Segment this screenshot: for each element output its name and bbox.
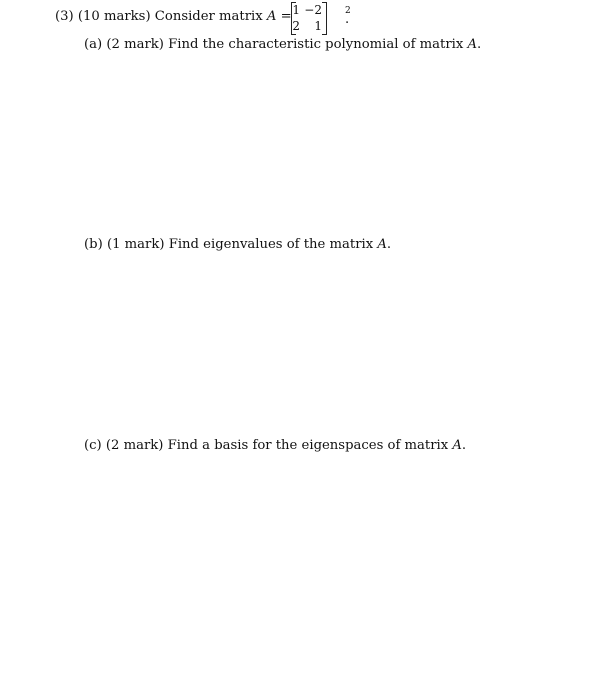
part-c-variable: A [452, 438, 462, 453]
question-header [55, 9, 292, 25]
part-b-variable: A [377, 237, 387, 252]
question-marks: (10 marks) [77, 9, 151, 24]
part-c [84, 438, 466, 454]
part-a-marks: (2 mark) [106, 37, 164, 52]
part-c-marks: (2 mark) [105, 438, 164, 453]
part-b-end: . [386, 237, 392, 252]
equals-sign: = [280, 9, 292, 24]
part-b-label: (b) [84, 237, 103, 252]
question-number: (3) [55, 9, 74, 24]
matrix-entry-1-1: 1 [292, 3, 300, 17]
part-a-variable: A [467, 37, 478, 52]
part-c-text: Find a basis for the eigenspaces of matrix [167, 438, 449, 453]
part-a-text: Find the characteristic polynomial of matrix [168, 37, 464, 52]
part-b-marks: (1 mark) [106, 237, 165, 252]
part-a [84, 37, 481, 53]
question-intro: Consider matrix [154, 9, 263, 24]
trailing-period: . [345, 12, 350, 27]
part-c-label: (c) [84, 438, 102, 453]
superscript-mark: 2 [345, 6, 351, 16]
part-a-end: . [477, 37, 482, 52]
matrix-entry-1-2: −2 [304, 3, 322, 17]
matrix-entry-2-1: 2 [292, 19, 300, 33]
matrix-right-bracket [322, 2, 327, 35]
matrix-entry-2-2: 1 [314, 19, 322, 33]
part-b [84, 237, 391, 253]
matrix-a [280, 2, 342, 34]
part-b-text: Find eigenvalues of the matrix [168, 237, 374, 252]
part-a-label: (a) [84, 37, 103, 52]
part-c-end: . [461, 438, 467, 453]
matrix-variable: A [266, 9, 277, 24]
